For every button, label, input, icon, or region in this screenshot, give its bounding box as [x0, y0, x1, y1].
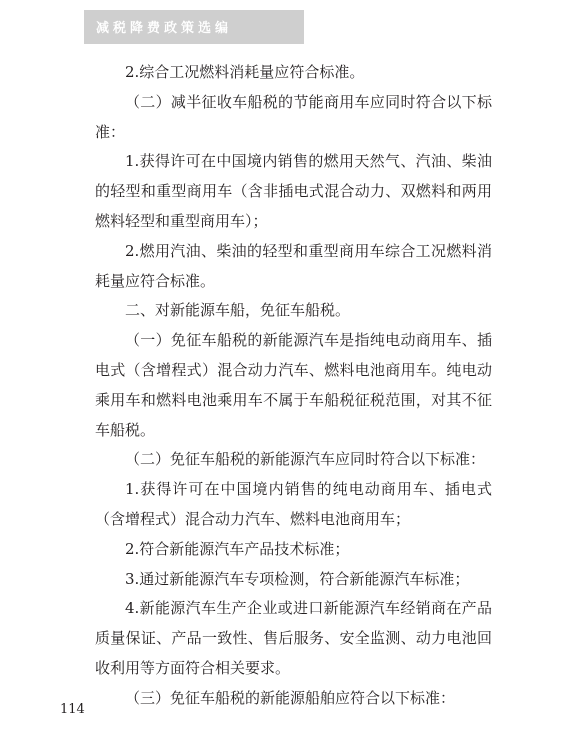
paragraph: （三）免征车船税的新能源船舶应符合以下标准：	[125, 688, 456, 707]
paragraph: 2.综合工况燃料消耗量应符合标准。	[125, 63, 365, 81]
running-header: 减税降费政策选编	[96, 21, 233, 36]
paragraph: 2.燃用汽油、柴油的轻型和重型商用车综合工况燃料消耗量应符合标准。	[95, 241, 492, 290]
paragraph: 4.新能源汽车生产企业或进口新能源汽车经销商在产品质量保证、产品一致性、售后服务、安全监测、动力电池回收利用等方面符合相关要求。	[95, 599, 492, 677]
paragraph: 1.获得许可在中国境内销售的纯电动商用车、插电式（含增程式）混合动力汽车、燃料电池商用车；	[95, 480, 492, 528]
paragraph: 3.通过新能源汽车专项检测，符合新能源汽车标准；	[125, 569, 470, 588]
paragraph: 1.获得许可在中国境内销售的燃用天然气、汽油、柴油的轻型和重型商用车（含非插电式混合动力、双燃料和两用燃料轻型和重型商用车）；	[95, 152, 492, 230]
paragraph: （二）减半征收车船税的节能商用车应同时符合以下标准：	[95, 92, 492, 141]
page-number: 114	[60, 702, 85, 717]
paragraph: 2.符合新能源汽车产品技术标准；	[125, 539, 350, 558]
paragraph: 二、对新能源车船，免征车船税。	[125, 301, 351, 320]
paragraph: （一）免征车船税的新能源汽车是指纯电动商用车、插电式（含增程式）混合动力汽车、燃料电池商用车。纯电动乘用车和燃料电池乘用车不属于车船税征税范围，对其不征车船税。	[95, 331, 492, 439]
document-body	[95, 58, 492, 714]
paragraph: （二）免征车船税的新能源汽车应同时符合以下标准：	[125, 450, 486, 469]
